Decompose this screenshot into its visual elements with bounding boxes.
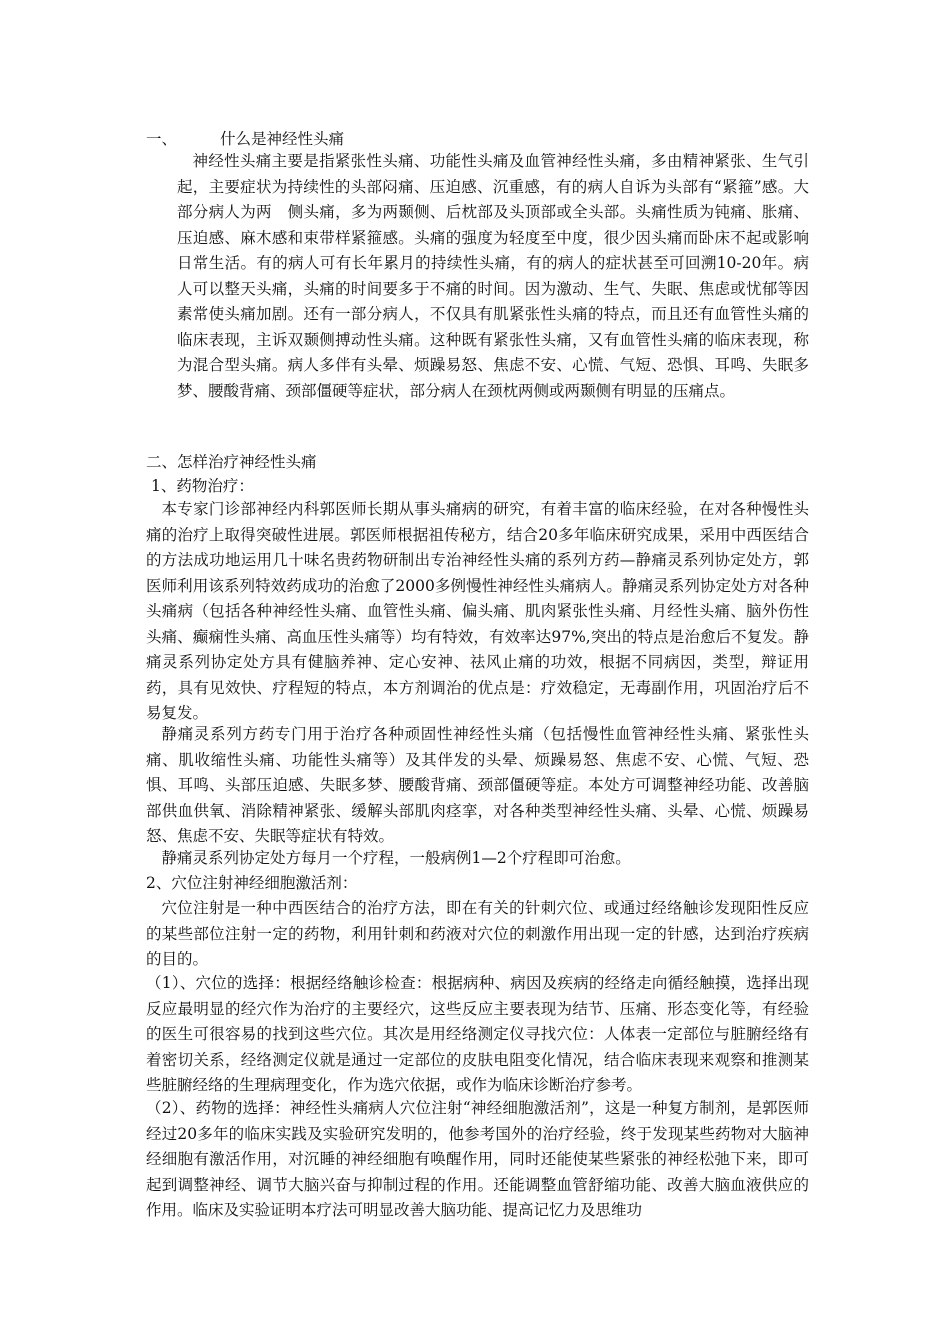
sub1-paragraph-2: 静痛灵系列方药专门用于治疗各种顽固性神经性头痛（包括慢性血管神经性头痛、紧张性头痛、肌收缩性头痛、功能性头痛等）及其伴发的头晕、烦躁易怒、焦虑不安、心慌、气短、恐惧、耳鸣、头部压迫感、失眠多梦、腰酸背痛、颈部僵硬等症。本处方可调整神经功能、改善脑部供血供氧、消除精神紧张、缓解头部肌肉痉挛，对各种类型神经性头痛、头晕、心慌、烦躁易怒、焦虑不安、失眠等症状有特效。 xyxy=(146,725,809,845)
sub1-heading: 1、药物治疗： xyxy=(151,477,254,495)
sub1-paragraph-1: 本专家门诊部神经内科郭医师长期从事头痛病的研究，有着丰富的临床经验，在对各种慢性头痛的治疗上取得突破性进展。郭医师根据祖传秘方，结合20多年临床研究成果，采用中西医结合的方法成功地运用几十味名贵药物研制出专治神经性头痛的系列方药—静痛灵系列协定处方，郭医师利用该系列特效药成功的治愈了2000多例慢性神经性头痛病人。静痛灵系列协定处方对各种头痛病（包括各种神经性头痛、血管性头痛、偏头痛、肌肉紧张性头痛、月经性头痛、脑外伤性头痛、癫痫性头痛、高血压性头痛等）均有特效，有效率达97%,突出的特点是治愈后不复发。静痛灵系列协定处方具有健脑养神、定心安神、祛风止痛的功效，根据不同病因，类型，辩证用药，具有见效快、疗程短的特点，本方剂调治的优点是：疗效稳定，无毒副作用，巩固治疗后不易复发。 xyxy=(146,500,809,722)
sub2-point-1: （1）、穴位的选择：根据经络触诊检查：根据病种、病因及疾病的经络走向循经触摸，选择出现反应最明显的经穴作为治疗的主要经穴，这些反应主要表现为结节、压痛、形态变化等，有经验的医生可很容易的找到这些穴位。其次是用经络测定仪寻找穴位：人体表一定部位与脏腑经络有着密切关系，经络测定仪就是通过一定部位的皮肤电阻变化情况，结合临床表现来观察和推测某些脏腑经络的生理病理变化，作为选穴依据，或作为临床诊断治疗参考。 xyxy=(146,974,809,1094)
sub2-intro: 穴位注射是一种中西医结合的治疗方法，即在有关的针刺穴位、或通过经络触诊发现阳性反应的某些部位注射一定的药物，利用针刺和药液对穴位的刺激作用出现一定的针感，达到治疗疾病的目的。 xyxy=(146,899,809,968)
sub2-heading: 2、穴位注射神经细胞激活剂： xyxy=(146,874,358,892)
section1-paragraph: 神经性头痛主要是指紧张性头痛、功能性头痛及血管神经性头痛，多由精神紧张、生气引起，主要症状为持续性的头部闷痛、压迫感、沉重感，有的病人自诉为头部有“紧箍”感。大部分病人为两 侧头痛，多为两颞侧、后枕部及头顶部或全头部。头痛性质为钝痛、胀痛、压迫感、麻木感和束带样紧箍感。头痛的强度为轻度至中度，很少因头痛而卧床不起或影响日常生活。有的病人可有长年累月的持续性头痛，有的病人的症状甚至可回溯10-20年。病人可以整天头痛，头痛的时间要多于不痛的时间。因为激动、生气、失眠、焦虑或忧郁等因素常使头痛加剧。还有一部分病人，不仅具有肌紧张性头痛的特点，而且还有血管性头痛的临床表现，主诉双颞侧搏动性头痛。这种既有紧张性头痛，又有血管性头痛的临床表现，称为混合型头痛。病人多伴有头晕、烦躁易怒、焦虑不安、心慌、气短、恐惧、耳鸣、失眠多梦、腰酸背痛、颈部僵硬等症状，部分病人在颈枕两侧或两颞侧有明显的压痛点。 xyxy=(177,152,809,400)
sub2-point-2: （2）、药物的选择：神经性头痛病人穴位注射“神经细胞激活剂”，这是一种复方制剂，是郭医师经过20多年的临床实践及实验研究发明的，他参考国外的治疗经验，终于发现某些药物对大脑神经细胞有激活作用，对沉睡的神经细胞有唤醒作用，同时还能使某些紧张的神经松弛下来，即可起到调整神经、调节大脑兴奋与抑制过程的作用。还能调整血管舒缩功能、改善大脑血液供应的作用。临床及实验证明本疗法可明显改善大脑功能、提高记忆力及思维功 xyxy=(146,1099,809,1219)
sub1-paragraph-3: 静痛灵系列协定处方每月一个疗程，一般病例1—2个疗程即可治愈。 xyxy=(161,849,631,867)
section1-title: 什么是神经性头痛 xyxy=(220,130,345,148)
section1-number: 一、 xyxy=(146,130,178,148)
section2-heading: 二、怎样治疗神经性头痛 xyxy=(146,453,317,471)
